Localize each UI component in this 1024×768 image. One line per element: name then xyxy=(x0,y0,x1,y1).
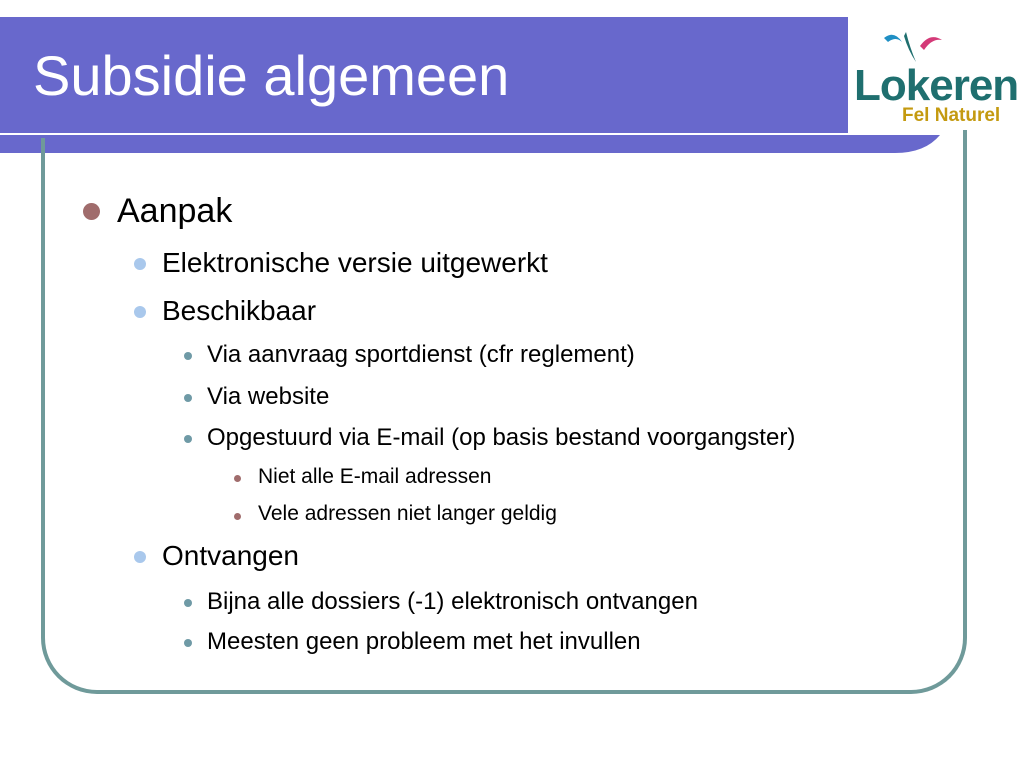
bullet-item: Elektronische versie uitgewerkt xyxy=(162,247,548,278)
slide-title: Subsidie algemeen xyxy=(33,44,510,107)
bullet-item: Vele adressen niet langer geldig xyxy=(258,502,557,525)
bullet-l4-icon xyxy=(234,513,241,520)
bullet-l3-icon xyxy=(184,639,192,647)
bullet-item: Aanpak xyxy=(117,192,233,230)
lokeren-logo xyxy=(850,22,1020,132)
bullet-l3-icon xyxy=(184,435,192,443)
bullet-l2-icon xyxy=(134,258,146,270)
bullet-l2-icon xyxy=(134,551,146,563)
bullet-item: Via aanvraag sportdienst (cfr reglement) xyxy=(207,341,635,368)
bullet-l3-icon xyxy=(184,599,192,607)
bullet-item: Ontvangen xyxy=(162,540,299,571)
bullet-item: Opgestuurd via E-mail (op basis bestand voorgangster) xyxy=(207,424,796,451)
bullet-l3-icon xyxy=(184,352,192,360)
logo-tagline: Fel Naturel xyxy=(902,105,1001,126)
bullet-l1-icon xyxy=(83,203,100,220)
bullet-l2-icon xyxy=(134,306,146,318)
bullet-item: Beschikbaar xyxy=(162,295,317,326)
bullet-item: Bijna alle dossiers (-1) elektronisch ontvangen xyxy=(207,588,698,615)
logo-wordmark: Lokeren xyxy=(854,61,1019,110)
bullet-item: Via website xyxy=(207,383,330,410)
bullet-l3-icon xyxy=(184,394,192,402)
bullet-item: Niet alle E-mail adressen xyxy=(258,465,492,488)
bullet-item: Meesten geen probleem met het invullen xyxy=(207,628,641,655)
bullet-l4-icon xyxy=(234,475,241,482)
